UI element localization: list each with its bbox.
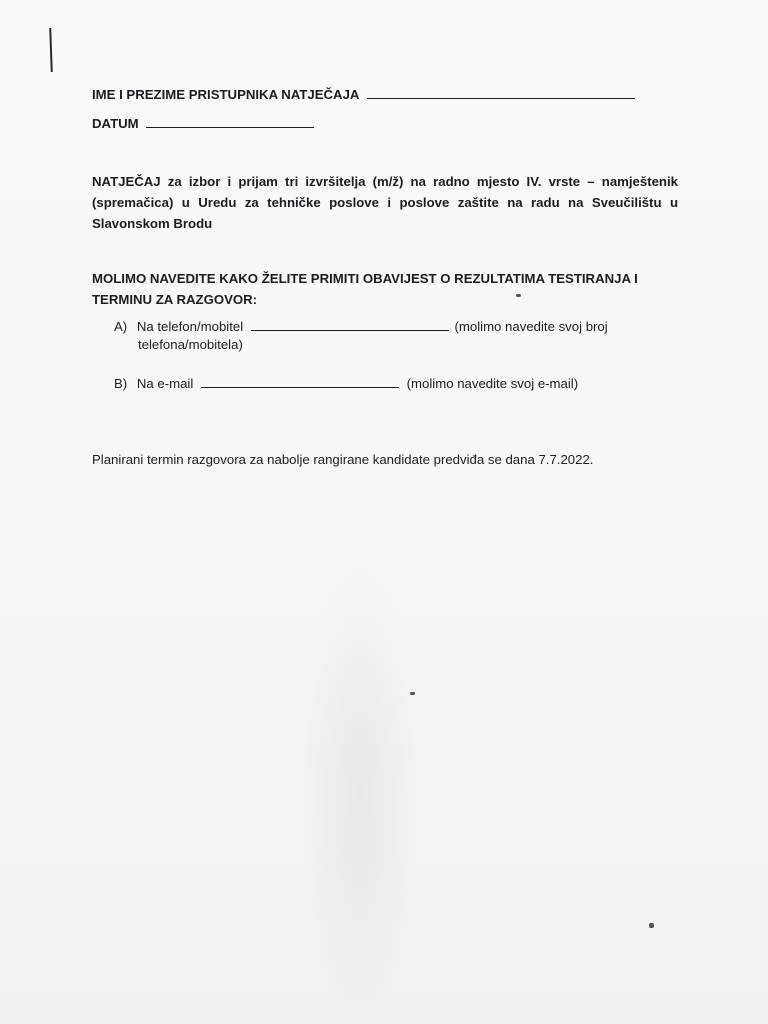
option-b-label: Na e-mail — [136, 376, 194, 391]
paper-crease — [300, 560, 420, 1024]
option-a-label: Na telefon/mobitel — [136, 319, 244, 334]
option-a-row — [114, 316, 608, 337]
closing-note: Planirani termin razgovora za nabolje rangirane kandidate predviđa se dana 7.7.2022. — [92, 452, 594, 467]
date-label: DATUM — [92, 116, 139, 131]
date-row — [92, 113, 314, 134]
option-b-row — [114, 373, 578, 394]
option-b-note: (molimo navedite svoj e-mail) — [406, 376, 579, 391]
scan-speck — [410, 692, 415, 695]
contest-description: NATJEČAJ za izbor i prijam tri izvršitelja (m/ž) na radno mjesto IV. vrste – namještenik (spremačica) u Uredu za tehničke poslove i poslove zaštite na radu na Sveučilištu u Slavonskom Brodu — [92, 174, 678, 231]
applicant-name-field[interactable] — [367, 84, 635, 99]
option-a-note: (molimo navedite svoj broj — [454, 319, 608, 334]
date-field[interactable] — [146, 113, 314, 128]
option-a-letter: A) — [114, 319, 128, 334]
phone-field[interactable] — [251, 316, 449, 331]
applicant-name-row — [92, 84, 635, 105]
scan-speck — [649, 923, 654, 928]
instruction-text: MOLIMO NAVEDITE KAKO ŽELITE PRIMITI OBAVIJEST O REZULTATIMA TESTIRANJA I TERMINU ZA RAZGOVOR: — [92, 271, 638, 307]
option-a-note-continued: telefona/mobitela) — [138, 337, 243, 352]
option-b-letter: B) — [114, 376, 128, 391]
margin-pen-mark — [49, 28, 53, 72]
email-field[interactable] — [201, 373, 399, 388]
applicant-name-label: IME I PREZIME PRISTUPNIKA NATJEČAJA — [92, 87, 359, 102]
scan-speck — [516, 294, 521, 297]
